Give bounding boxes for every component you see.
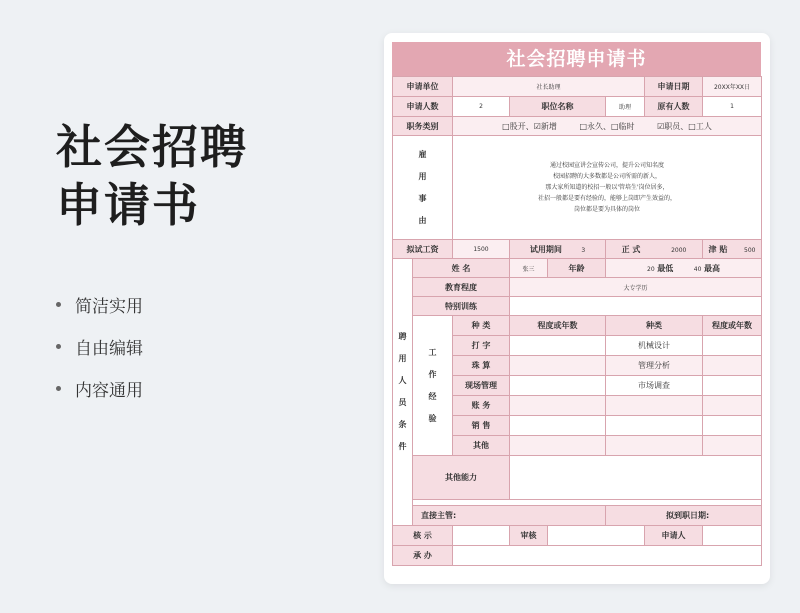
bullet-icon bbox=[56, 344, 61, 349]
existing-count-label: 原有人数 bbox=[645, 97, 703, 117]
job-type-label: 职务类别 bbox=[393, 117, 453, 136]
probation-salary-label: 拟试工资 bbox=[393, 240, 453, 259]
feature-item bbox=[56, 325, 143, 367]
job-type-option[interactable]: ☑职员、□工人 bbox=[657, 121, 712, 131]
existing-count-value[interactable]: 1 bbox=[703, 97, 762, 117]
work-experience-label: 工 作 经 验 bbox=[413, 316, 453, 456]
review-value[interactable] bbox=[548, 526, 645, 546]
promo-title-line1: 社会招聘 bbox=[56, 120, 248, 174]
age-max-value: 40 bbox=[693, 265, 702, 273]
education-value[interactable]: 大专学历 bbox=[510, 278, 762, 297]
job-type-option[interactable]: □股开、☑新增 bbox=[502, 121, 557, 131]
skill-label: 销 售 bbox=[453, 416, 510, 436]
applicant-value[interactable] bbox=[703, 526, 762, 546]
bullet-icon bbox=[56, 302, 61, 307]
form-title: 社会招聘申请书 bbox=[392, 42, 761, 76]
other-ability-value[interactable] bbox=[510, 456, 762, 500]
handle-label: 承 办 bbox=[393, 546, 453, 566]
probation-period-value: 3 bbox=[581, 246, 586, 254]
promo-title-line2: 申请书 bbox=[56, 178, 200, 232]
skill-label-right: 管理分析 bbox=[606, 356, 703, 376]
skill-degree-right[interactable] bbox=[703, 436, 762, 456]
skill-degree[interactable] bbox=[510, 336, 606, 356]
apply-date-label: 申请日期 bbox=[645, 77, 703, 97]
education-label: 教育程度 bbox=[413, 278, 510, 297]
formal-salary-label: 正 式 2000 bbox=[606, 240, 703, 259]
skill-degree[interactable] bbox=[510, 356, 606, 376]
skill-label-right: 市场调查 bbox=[606, 376, 703, 396]
skill-label: 现场管理 bbox=[453, 376, 510, 396]
position-label: 职位名称 bbox=[510, 97, 606, 117]
feature-item bbox=[56, 283, 143, 325]
hiring-reason-label: 雇 用 事 由 bbox=[393, 136, 453, 240]
skill-degree[interactable] bbox=[510, 436, 606, 456]
age-min-label: 最低 bbox=[657, 263, 674, 273]
skill-label-right bbox=[606, 436, 703, 456]
apply-count-value[interactable]: 2 bbox=[453, 97, 510, 117]
feature-list bbox=[56, 283, 143, 409]
skill-label-right: 机械设计 bbox=[606, 336, 703, 356]
formal-salary-value: 2000 bbox=[671, 246, 687, 254]
bullet-icon bbox=[56, 386, 61, 391]
skill-degree-right[interactable] bbox=[703, 416, 762, 436]
apply-date-value[interactable]: 20XX年XX日 bbox=[703, 77, 762, 97]
review-label: 审核 bbox=[510, 526, 548, 546]
skill-label-right bbox=[606, 416, 703, 436]
allowance-label: 津 贴 500 bbox=[703, 240, 762, 259]
apply-unit-value[interactable]: 社长助理 bbox=[453, 77, 645, 97]
name-value[interactable]: 张三 bbox=[510, 259, 548, 278]
feature-item bbox=[56, 367, 143, 409]
skill-label: 其他 bbox=[453, 436, 510, 456]
training-label: 特别训练 bbox=[413, 297, 510, 316]
arrival-date-label: 拟到职日期: bbox=[606, 506, 762, 526]
age-label: 年龄 bbox=[548, 259, 606, 278]
kind-header-2: 种类 bbox=[606, 316, 703, 336]
approval-value[interactable] bbox=[453, 526, 510, 546]
degree-header: 程度或年数 bbox=[510, 316, 606, 336]
applicant-label: 申请人 bbox=[645, 526, 703, 546]
handle-value[interactable] bbox=[453, 546, 762, 566]
probation-period-label: 试用期间 3 bbox=[510, 240, 606, 259]
age-range[interactable] bbox=[606, 259, 762, 278]
age-min-value: 20 bbox=[647, 265, 655, 273]
allowance-value: 500 bbox=[744, 246, 756, 254]
kind-header: 种 类 bbox=[453, 316, 510, 336]
position-value[interactable]: 助理 bbox=[606, 97, 645, 117]
other-ability-label: 其他能力 bbox=[413, 456, 510, 500]
hiring-reason-text[interactable]: 通过校园宣讲会宣传公司，提升公司知名度 校园招聘的大多数都是公司所需的新人， 那大家所知道的校招一般以'管培生'岗位居多， 社招一般都是要有经验的，能够上岗即产生效益的， 岗位都是要为具体的岗位 bbox=[453, 136, 762, 240]
skill-label: 打 字 bbox=[453, 336, 510, 356]
feature-label: 简洁实用 bbox=[75, 296, 143, 317]
supervisor-label: 直接主管: bbox=[413, 506, 606, 526]
skill-degree-right[interactable] bbox=[703, 396, 762, 416]
apply-count-label: 申请人数 bbox=[393, 97, 453, 117]
feature-label: 自由编辑 bbox=[75, 338, 143, 359]
skill-label: 珠 算 bbox=[453, 356, 510, 376]
name-label: 姓 名 bbox=[413, 259, 510, 278]
job-type-option[interactable]: □永久、□临时 bbox=[579, 121, 635, 131]
feature-label: 内容通用 bbox=[75, 380, 143, 401]
probation-salary-value[interactable]: 1500 bbox=[453, 240, 510, 259]
promo-title bbox=[56, 118, 248, 234]
skill-degree[interactable] bbox=[510, 416, 606, 436]
skill-label-right bbox=[606, 396, 703, 416]
skill-degree-right[interactable] bbox=[703, 356, 762, 376]
application-form bbox=[392, 76, 762, 566]
age-max-label: 最高 bbox=[703, 263, 720, 273]
skill-degree[interactable] bbox=[510, 396, 606, 416]
skill-degree-right[interactable] bbox=[703, 376, 762, 396]
training-value[interactable] bbox=[510, 297, 762, 316]
apply-unit-label: 申请单位 bbox=[393, 77, 453, 97]
conditions-label: 聘 用 人 员 条 件 bbox=[393, 259, 413, 526]
skill-degree-right[interactable] bbox=[703, 336, 762, 356]
degree-header-2: 程度或年数 bbox=[703, 316, 762, 336]
skill-label: 账 务 bbox=[453, 396, 510, 416]
skill-degree[interactable] bbox=[510, 376, 606, 396]
job-type-options bbox=[453, 117, 762, 136]
approval-label: 核 示 bbox=[393, 526, 453, 546]
